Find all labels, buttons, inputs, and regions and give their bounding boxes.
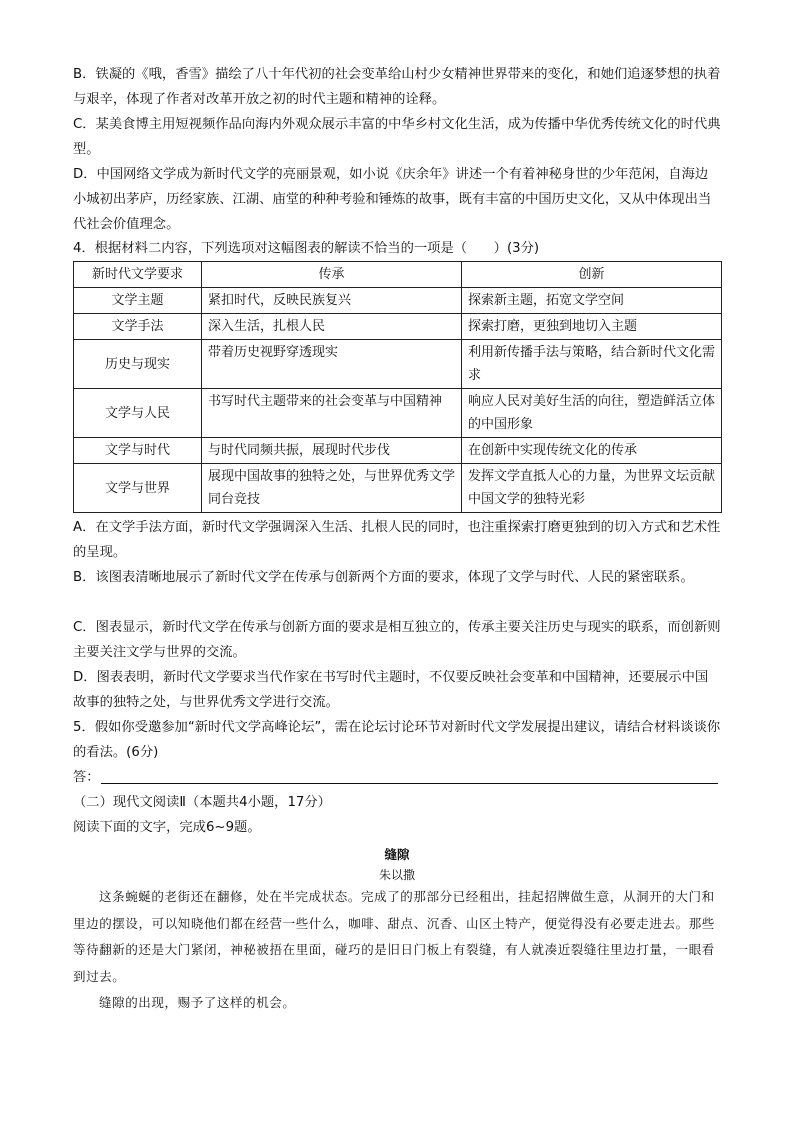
row-label: 文学与世界 — [74, 464, 202, 513]
row-innovate: 利用新传播手法与策略，结合新时代文化需求 — [462, 340, 722, 389]
row-innovate: 在创新中实现传统文化的传承 — [462, 438, 722, 464]
row-inherit: 书写时代主题带来的社会变革与中国精神 — [202, 389, 462, 438]
story-author: 朱以撒 — [378, 868, 415, 882]
row-innovate: 探索打磨，更独到地切入主题 — [462, 314, 722, 340]
answer-underline — [101, 783, 718, 784]
row-innovate: 探索新主题，拓宽文学空间 — [462, 288, 722, 314]
row-label: 历史与现实 — [74, 340, 202, 389]
answer-field[interactable] — [73, 765, 718, 790]
row-label: 文学与人民 — [74, 389, 202, 438]
table-row — [74, 438, 722, 464]
section-2-instruction: 阅读下面的文字，完成6~9题。 — [73, 820, 261, 835]
table-row — [74, 340, 722, 389]
row-label: 文学主题 — [74, 288, 202, 314]
literature-requirements-table — [73, 261, 722, 513]
question-4-stem: 4．根据材料二内容，下列选项对这幅图表的解读不恰当的一项是（ ）(3分) — [73, 241, 540, 256]
header-requirement: 新时代文学要求 — [74, 262, 202, 288]
option-c-prev: C．某美食博主用短视频作品向海内外观众展示丰富的中华乡村文化生活，成为传播中华优秀传统文化的时代典型。 — [73, 117, 721, 157]
table-row — [74, 464, 722, 513]
story-title: 缝隙 — [384, 847, 410, 862]
row-innovate: 响应人民对美好生活的向往，塑造鲜活立体的中国形象 — [462, 389, 722, 438]
answer-label: 答： — [73, 770, 100, 785]
q4-option-b: B．该图表清晰地展示了新时代文学在传承与创新两个方面的要求，体现了文学与时代、人民的紧密联系。 — [73, 570, 694, 585]
row-label: 文学手法 — [74, 314, 202, 340]
row-inherit: 与时代同频共振，展现时代步伐 — [202, 438, 462, 464]
row-inherit: 深入生活，扎根人民 — [202, 314, 462, 340]
row-inherit: 展现中国故事的独特之处，与世界优秀文学同台竞技 — [202, 464, 462, 513]
table-row — [74, 389, 722, 438]
table-row — [74, 288, 722, 314]
story-paragraph-1: 这条蜿蜒的老街还在翻修，处在半完成状态。完成了的那部分已经租出，挂起招牌做生意，从洞开的大门和里边的摆设，可以知晓他们都在经营一些什么，咖啡、甜点、沉香、山区土特产，便觉得没有必要走进去。那些等待翻新的还是大门紧闭，神秘被捂在里面，碰巧的是旧日门板上有裂缝，有人就凑近裂缝往里边打量，一眼看到过去。 — [73, 889, 715, 984]
q4-option-a: A．在文学手法方面，新时代文学强调深入生活、扎根人民的同时，也注重探索打磨更独到的切入方式和艺术性的呈现。 — [73, 520, 721, 560]
row-inherit: 紧扣时代，反映民族复兴 — [202, 288, 462, 314]
row-inherit: 带着历史视野穿透现实 — [202, 340, 462, 389]
q4-option-c: C．图表显示，新时代文学在传承与创新方面的要求是相互独立的，传承主要关注历史与现实的联系，而创新则主要关注文学与世界的交流。 — [73, 620, 721, 660]
row-innovate: 发挥文学直抵人心的力量，为世界文坛贡献中国文学的独特光彩 — [462, 464, 722, 513]
header-innovate: 创新 — [462, 262, 722, 288]
story-paragraph-2: 缝隙的出现，赐予了这样的机会。 — [99, 995, 296, 1010]
header-inherit: 传承 — [202, 262, 462, 288]
option-d-prev: D．中国网络文学成为新时代文学的亮丽景观，如小说《庆余年》讲述一个有着神秘身世的少年范闲，自海边小城初出茅庐，历经家族、江湖、庙堂的种种考验和锤炼的故事，既有丰富的中国历史文化，又从中体现出当代社会价值理念。 — [73, 167, 712, 232]
question-5-stem: 5．假如你受邀参加“新时代文学高峰论坛”，需在论坛讨论环节对新时代文学发展提出建议，请结合材料谈谈你的看法。(6分) — [73, 720, 721, 760]
q4-option-d: D．图表表明，新时代文学要求当代作家在书写时代主题时，不仅要反映社会变革和中国精神，还要展示中国故事的独特之处，与世界优秀文学进行交流。 — [73, 670, 709, 710]
option-b-prev: B．铁凝的《哦，香雪》描绘了八十年代初的社会变革给山村少女精神世界带来的变化，和她们追逐梦想的执着与艰辛，体现了作者对改革开放之初的时代主题和精神的诠释。 — [73, 67, 721, 107]
table-row — [74, 314, 722, 340]
section-2-heading: （二）现代文阅读Ⅱ（本题共4小题，17分） — [73, 795, 331, 810]
row-label: 文学与时代 — [74, 438, 202, 464]
table-header-row — [74, 262, 722, 288]
